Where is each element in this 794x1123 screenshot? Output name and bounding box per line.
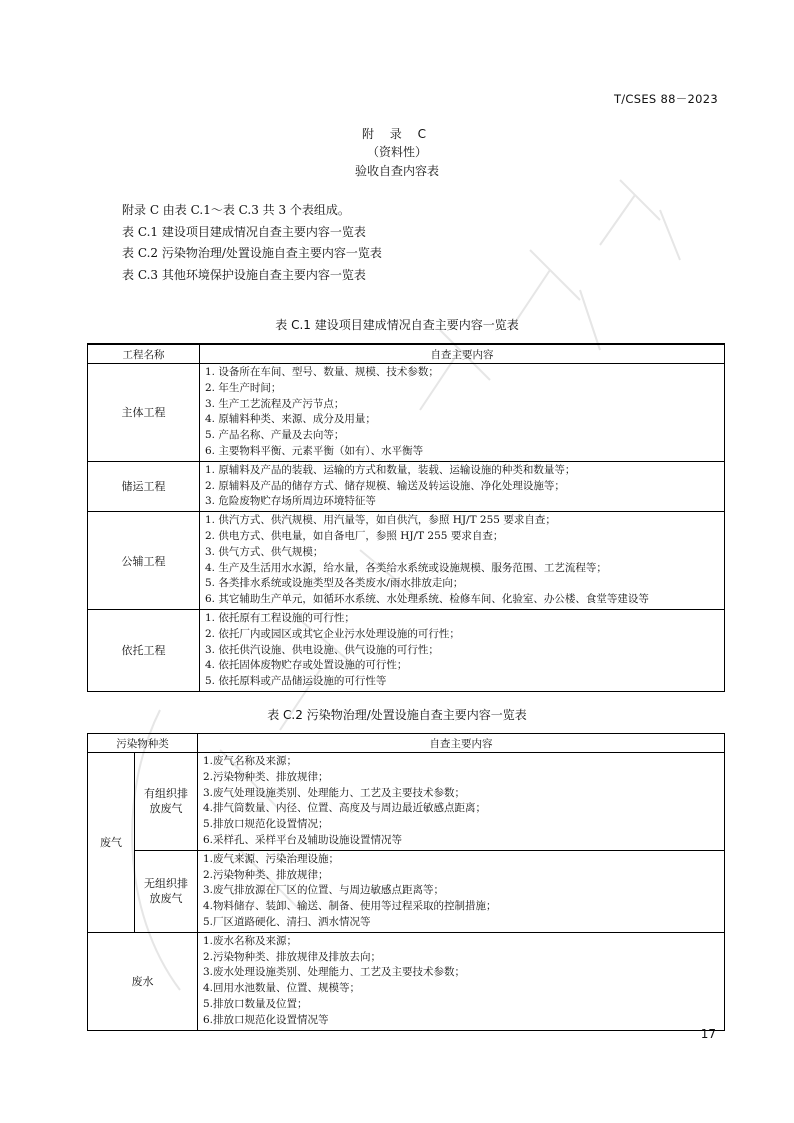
check-item: 1. 原辅料及产品的装载、运输的方式和数量，装载、运输设施的种类和数量等； — [205, 463, 576, 476]
check-item: 1.废气名称及来源； — [203, 755, 298, 767]
table-row — [88, 850, 725, 932]
column-header: 污染物种类 — [88, 734, 198, 753]
standard-code: T/CSES 88－2023 — [613, 92, 718, 106]
check-item: 3.废气排放源在厂区的位置、与周边敏感点距离等； — [203, 884, 445, 897]
project-name: 依托工程 — [88, 609, 200, 691]
check-item: 5.厂区道路硬化、清扫、洒水情况等 — [203, 915, 371, 928]
table-row — [88, 609, 725, 691]
pollutant-subcategory: 有组织排放废气 — [135, 753, 198, 851]
check-item: 6. 其它辅助生产单元，如循环水系统、水处理系统、检修车间、化验室、办公楼、食堂等建设等 — [205, 593, 649, 606]
table-c1 — [87, 343, 725, 692]
check-item: 3.废水处理设施类别、处理能力、工艺及主要技术参数； — [203, 966, 466, 979]
check-item: 3. 生产工艺流程及产污节点； — [205, 397, 345, 410]
project-name: 主体工程 — [88, 364, 200, 462]
check-item: 5. 各类排水系统或设施类型及各类废水/雨水排放走向； — [205, 577, 464, 590]
table-row — [88, 753, 725, 851]
check-items — [200, 609, 725, 691]
check-item: 4.回用水池数量、位置、规模等； — [203, 982, 361, 995]
check-item: 2.污染物种类、排放规律； — [203, 868, 329, 881]
table-row — [88, 364, 725, 462]
column-header: 自查主要内容 — [200, 344, 725, 364]
check-item: 3. 供气方式、供气规模； — [205, 545, 324, 558]
check-item: 4. 依托固体废物贮存或处置设施的可行性； — [205, 659, 408, 672]
table-c1-caption: 表 C.1 建设项目建成情况自查主要内容一览表 — [275, 318, 519, 332]
check-item: 5. 产品名称、产量及去向等； — [205, 429, 345, 442]
check-item: 1.废水名称及来源； — [203, 934, 298, 947]
check-item: 6. 主要物料平衡、元素平衡（如有）、水平衡等 — [205, 444, 424, 457]
check-item: 5.排放口数量及位置； — [203, 997, 308, 1010]
project-name: 公辅工程 — [88, 512, 200, 610]
check-item: 4.排气筒数量、内径、位置、高度及与周边最近敏感点距离； — [203, 802, 487, 815]
intro-line: 表 C.1 建设项目建成情况自查主要内容一览表 — [122, 224, 366, 239]
check-item: 1. 供汽方式、供汽规模、用汽量等，如自供汽，参照 HJ/T 255 要求自查； — [205, 514, 556, 527]
table-row — [88, 512, 725, 610]
check-item: 5. 依托原料或产品储运设施的可行性等 — [205, 675, 387, 688]
intro-line: 表 C.3 其他环境保护设施自查主要内容一览表 — [122, 267, 366, 282]
check-item: 2. 依托厂内或园区或其它企业污水处理设施的可行性； — [205, 627, 460, 640]
check-item: 2.污染物种类、排放规律； — [203, 770, 329, 783]
table-c2 — [87, 733, 725, 1031]
check-item: 5.排放口规范化设置情况； — [203, 818, 329, 831]
appendix-nature: （资料性） — [366, 145, 427, 159]
check-item: 3.废气处理设施类别、处理能力、工艺及主要技术参数； — [203, 786, 466, 799]
check-item: 2. 供电方式、供电量，如自备电厂，参照 HJ/T 255 要求自查； — [205, 529, 504, 542]
pollutant-subcategory: 无组织排放废气 — [135, 850, 198, 932]
table-c2-caption: 表 C.2 污染物治理/处置设施自查主要内容一览表 — [267, 708, 527, 722]
intro-line: 附录 C 由表 C.1～表 C.3 共 3 个表组成。 — [122, 203, 350, 217]
check-item: 3. 依托供汽设施、供电设施、供气设施的可行性； — [205, 643, 439, 656]
check-item: 2. 年生产时间； — [205, 381, 282, 394]
check-item: 6.采样孔、采样平台及辅助设施设置情况等 — [203, 833, 403, 846]
check-item: 1. 依托原有工程设施的可行性； — [205, 611, 355, 624]
check-items — [198, 753, 725, 851]
check-items — [198, 932, 725, 1030]
check-items — [198, 850, 725, 932]
check-item: 1.废气来源、污染治理设施； — [203, 852, 340, 865]
check-item: 3. 危险废物贮存场所周边环境特征等 — [205, 495, 376, 508]
appendix-intro — [122, 200, 382, 286]
column-header: 自查主要内容 — [198, 734, 725, 753]
check-items — [200, 364, 725, 462]
table-row — [88, 461, 725, 511]
appendix-title: 附 录 C — [361, 127, 432, 141]
project-name: 储运工程 — [88, 461, 200, 511]
table-header-row — [88, 344, 725, 364]
check-item: 4. 生产及生活用水水源，给水量，各类给水系统或设施规模、服务范围、工艺流程等； — [205, 561, 607, 574]
intro-line: 表 C.2 污染物治理/处置设施自查主要内容一览表 — [122, 246, 382, 260]
table-header-row — [88, 734, 725, 753]
appendix-subtitle: 验收自查内容表 — [354, 164, 439, 178]
check-item: 1. 设备所在车间、型号、数量、规模、技术参数； — [205, 366, 439, 378]
check-items — [200, 461, 725, 511]
pollutant-category: 废水 — [88, 932, 198, 1030]
check-item: 2. 原辅料及产品的储存方式、储存规模、输送及转运设施、净化处理设施等； — [205, 479, 565, 492]
check-item: 4.物料储存、装卸、输送、制备、使用等过程采取的控制措施； — [203, 900, 497, 913]
pollutant-category: 废气 — [88, 753, 135, 933]
check-item: 2.污染物种类、排放规律及排放去向； — [203, 950, 382, 963]
check-items — [200, 512, 725, 610]
page-number: 17 — [700, 1027, 716, 1041]
check-item: 6.排放口规范化设置情况等 — [203, 1013, 329, 1026]
column-header: 工程名称 — [88, 344, 200, 364]
check-item: 4. 原辅料种类、来源、成分及用量； — [205, 413, 376, 426]
table-row — [88, 932, 725, 1030]
